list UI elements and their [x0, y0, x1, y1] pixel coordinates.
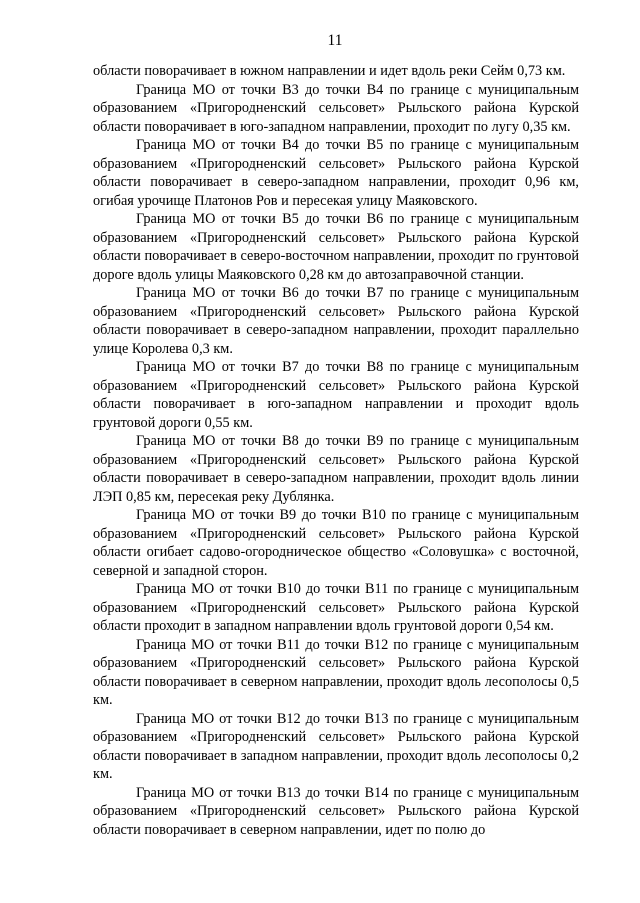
paragraph-b3-b4: Граница МО от точки В3 до точки В4 по границе с муниципальным образованием «Пригородненский сельсовет» Рыльского района Курской области поворачивает в юго-западном направлении, проходит по лугу 0,35 км.: [93, 81, 579, 135]
paragraph-continued: области поворачивает в южном направлении и идет вдоль реки Сейм 0,73 км.: [93, 63, 566, 79]
paragraph-b4-b5: Граница МО от точки В4 до точки В5 по границе с муниципальным образованием «Пригородненский сельсовет» Рыльского района Курской области поворачивает в северо-западном направлении, проходит 0,96 км, огибая урочище Платонов Ров и пересекая улицу Маяковского.: [93, 137, 579, 209]
paragraph-b7-b8: Граница МО от точки В7 до точки В8 по границе с муниципальным образованием «Пригородненский сельсовет» Рыльского района Курской области поворачивает в юго-западном направлении и проходит вдоль грунтовой дороги 0,55 км.: [93, 359, 579, 431]
paragraph-b8-b9: Граница МО от точки В8 до точки В9 по границе с муниципальным образованием «Пригородненский сельсовет» Рыльского района Курской области поворачивает в северо-западном направлении, проходит вдоль линии ЛЭП 0,85 км, пересекая реку Дублянка.: [93, 433, 579, 505]
paragraph-b9-b10: Граница МО от точки В9 до точки В10 по границе с муниципальным образованием «Пригородненский сельсовет» Рыльского района Курской области огибает садово-огородническое общество «Соловушка» с восточной, северной и западной сторон.: [93, 507, 579, 579]
paragraph-b10-b11: Граница МО от точки В10 до точки В11 по границе с муниципальным образованием «Пригородненский сельсовет» Рыльского района Курской области проходит в западном направлении вдоль грунтовой дороги 0,54 км.: [93, 581, 579, 634]
body-text: [93, 62, 579, 839]
page-number: 11: [327, 32, 343, 49]
paragraph-b5-b6: Граница МО от точки В5 до точки В6 по границе с муниципальным образованием «Пригородненский сельсовет» Рыльского района Курской области поворачивает в северо-восточном направлении, проходит по грунтовой дороге вдоль улицы Маяковского 0,28 км до автозаправочной станции.: [93, 211, 579, 283]
paragraph-b6-b7: Граница МО от точки В6 до точки В7 по границе с муниципальным образованием «Пригородненский сельсовет» Рыльского района Курской области поворачивает в северо-западном направлении, проходит параллельно улице Королева 0,3 км.: [93, 285, 579, 357]
paragraph-b12-b13: Граница МО от точки В12 до точки В13 по границе с муниципальным образованием «Пригородненский сельсовет» Рыльского района Курской области поворачивает в западном направлении, проходит вдоль лесополосы 0,2 км.: [93, 710, 579, 782]
paragraph-b13-b14: Граница МО от точки В13 до точки В14 по границе с муниципальным образованием «Пригородненский сельсовет» Рыльского района Курской области поворачивает в северном направлении, идет по полю до: [93, 784, 579, 838]
paragraph-b11-b12: Граница МО от точки В11 до точки В12 по границе с муниципальным образованием «Пригородненский сельсовет» Рыльского района Курской области поворачивает в северном направлении, проходит вдоль лесополосы 0,5 км.: [93, 636, 579, 708]
